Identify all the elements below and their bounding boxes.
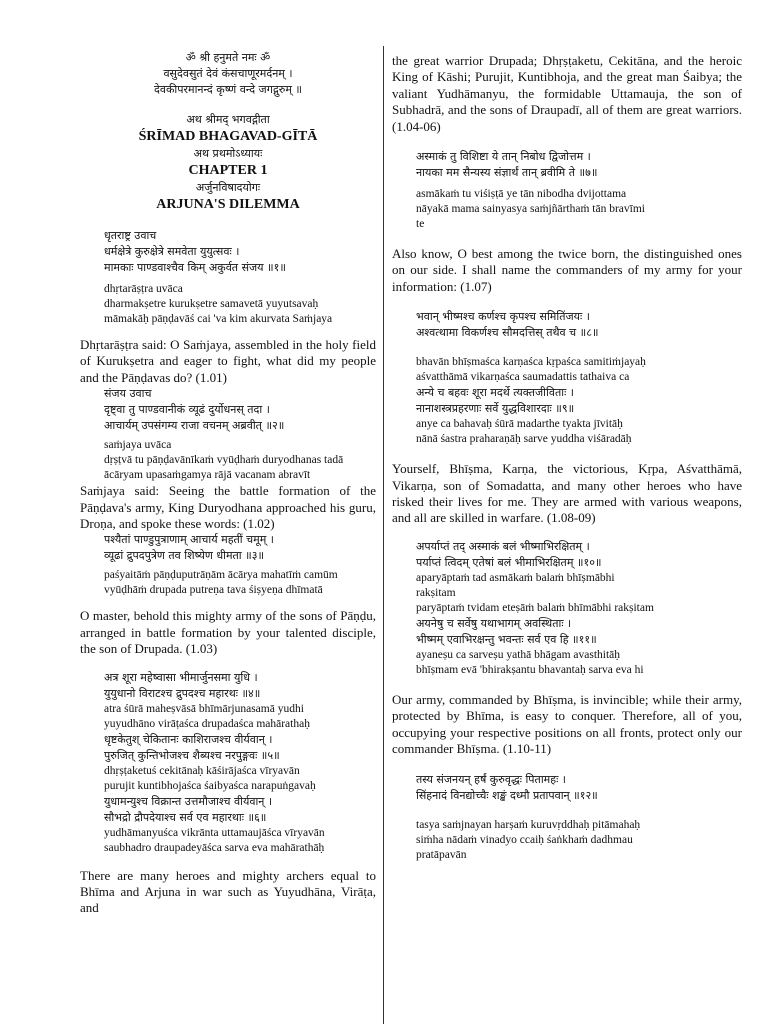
transliteration-line: paśyaitāṁ pāṇḍuputrāṇām ācārya mahatīṁ camūm (104, 569, 338, 582)
left-column (80, 0, 376, 917)
transliteration-line: paryāptaṁ tvidam eteṣāṁ balaṁ bhīmābhi rakṣitam (416, 601, 654, 614)
transliteration-line: aśvatthāmā vikarṇaśca saumadattis tathaiva ca (416, 371, 630, 384)
verse-12-sanskrit (392, 772, 742, 863)
transliteration-line: rakṣitam (416, 586, 456, 599)
verses-8-9-translation: Yourself, Bhīṣma, Karṇa, the victorious, Kṛpa, Aśvatthāmā, Vikarṇa, son of Somadatta, and many other heroes who have risked their lives for me. They are armed with various weapons, and all are skilled in warfare. (1.08-09) (392, 461, 742, 526)
atha-line: अथ श्रीमद् भगवद्गीता (186, 113, 270, 126)
book-title: ŚRĪMAD BHAGAVAD-GĪTĀ (138, 129, 318, 144)
chapter-devanagari: अथ प्रथमोऽध्यायः (193, 147, 263, 160)
verse-7-translation: Also know, O best among the twice born, the distinguished ones on our side. I shall name the commanders of my army for your information: (1.07) (392, 246, 742, 294)
verse-2-sanskrit (80, 386, 376, 483)
verse-line: अपर्याप्तं तद् अस्माकं बलं भीष्माभिरक्षितम् । (416, 539, 590, 553)
verse-line: सौभद्रो द्रौपदेयाश्च सर्व एव महारथाः ॥६॥ (104, 810, 267, 824)
transliteration-line: bhīṣmam evā 'bhirakṣantu bhavantaḥ sarva eva hi (416, 663, 644, 676)
verses-4-6-translation-start: There are many heroes and mighty archers equal to Bhīma and Arjuna in war such as Yuyudhāna, Virāṭa, and (80, 867, 376, 916)
verse-3-translation: O master, behold this mighty army of the sons of Pāṇḍu, arranged in battle formation by your talented disciple, the son of Drupada. (1.03) (80, 608, 376, 657)
verse-1-sanskrit (80, 228, 376, 327)
opening-shloka-line-1: वसुदेवसुतं देवं कंसचाणूरमर्दनम् । (163, 67, 293, 80)
transliteration-line: māmakāḥ pāṇḍavāś cai 'va kim akurvata Saṁjaya (104, 313, 333, 325)
verse-7-sanskrit (392, 149, 742, 232)
invocation: ॐ श्री हनुमते नमः ॐ (185, 51, 271, 64)
transliteration-line: tasya saṁjnayan harṣaṁ kuruvṛddhaḥ pitāmahaḥ (416, 818, 641, 831)
verses-8-9-sanskrit (392, 309, 742, 447)
verse-line: सिंहनादं विनद्योच्चैः शङ्खं दध्मौ प्रतापवान् ॥१२॥ (416, 788, 598, 802)
verse-line: आचार्यम् उपसंगम्य राजा वचनम् अब्रवीत् ॥२॥ (104, 419, 285, 433)
verses-4-6-translation-cont: the great warrior Drupada; Dhṛṣṭaketu, Cekitāna, and the heroic King of Kāshi; Purujit, Kuntibhoja, and the great man Śaibya; the valiant Yudhāmanyu, the formidable Uttamauja, the son of Subhadrā, and the sons of Draupadī, all of them are great warriors. (1.04-06) (392, 53, 742, 134)
verse-2-translation: Saṁjaya said: Seeing the battle formation of the Pāṇḍava's army, King Duryodhana approached his guru, Droṇa, and spoke these words: (1.02) (80, 483, 376, 532)
column-divider (383, 46, 384, 1024)
verse-line: भवान् भीष्मश्च कर्णश्च कृपश्च समितिंजयः । (416, 310, 590, 324)
transliteration-line: nāyakā mama sainyasya saṁjñārthaṁ tān bravīmi (416, 203, 645, 216)
verse-line: नायका मम सैन्यस्य संज्ञार्थं तान् ब्रवीमि ते ॥७॥ (416, 166, 598, 180)
verse-line: मामकाः पाण्डवाश्चैव किम् अकुर्वत संजय ॥१॥ (104, 261, 286, 274)
verse-line: अन्ये च बहवः शूरा मदर्थे त्यक्तजीविताः । (416, 386, 574, 400)
transliteration-line: purujit kuntibhojaśca śaibyaśca narapuṅgavaḥ (104, 779, 316, 792)
transliteration-line: atra śūrā maheṣvāsā bhīmārjunasamā yudhi (104, 702, 304, 715)
verses-10-11-translation: Our army, commanded by Bhīṣma, is invincible; while their army, protected by Bhīma, is easy to conquer. Therefore, all of you, occupying your respective positions on all fronts, protect only our commander Bhīṣma. (1.10-11) (392, 691, 742, 757)
verse-line: अत्र शूरा महेष्वासा भीमार्जुनसमा युधि । (104, 670, 258, 684)
transliteration-line: te (416, 218, 425, 231)
verse-1-translation: Dhṛtarāṣṭra said: O Saṁjaya, assembled in the holy field of Kurukṣetra and eager to fight, what did my people and the Pāṇḍavas do? (1.01) (80, 337, 376, 385)
verse-line: तस्य संजनयन् हर्षं कुरुवृद्धः पितामहः । (416, 772, 566, 786)
chapter-title: CHAPTER 1 (188, 163, 268, 178)
transliteration-line: yuyudhāno virāṭaśca drupadaśca mahārathaḥ (104, 717, 310, 730)
transliteration-line: ayaneṣu ca sarveṣu yathā bhāgam avasthitāḥ (416, 648, 621, 661)
transliteration-line: dhṛṣṭaketuś cekitānaḥ kāśirājaśca vīryavān (104, 764, 300, 777)
verse-line: संजय उवाच (104, 387, 152, 401)
verses-4-6-sanskrit (80, 670, 376, 856)
subtitle-devanagari: अर्जुनविषादयोगः (195, 181, 261, 194)
transliteration-line: asmākaṁ tu viśiṣṭā ye tān nibodha dvijottama (416, 188, 627, 201)
verse-line: भीष्मम् एवाभिरक्षन्तु भवन्तः सर्व एव हि ॥११॥ (416, 632, 597, 646)
verse-line: अश्वत्थामा विकर्णश्च सौमदत्तिस् तथैव च ॥८॥ (416, 326, 599, 340)
transliteration-line: vyūḍhāṁ drupada putreṇa tava śiṣyeṇa dhīmatā (104, 584, 323, 597)
verse-line: नानाशस्त्रप्रहरणाः सर्वे युद्धविशारदाः ॥९॥ (416, 402, 575, 416)
verse-line: पश्यैतां पाण्डुपुत्राणाम् आचार्य महतीं चमूम् । (104, 533, 274, 547)
verse-line: व्यूढां द्रुपदपुत्रेण तव शिष्येण धीमता ॥३॥ (104, 549, 265, 563)
transliteration-line: aparyāptaṁ tad asmākaṁ balaṁ bhīṣmābhi (416, 571, 615, 584)
verse-line: पर्याप्तं त्विदम् एतेषां बलं भीमाभिरक्षितम् ॥१०॥ (416, 555, 602, 569)
transliteration-line: dhṛtarāṣṭra uvāca (104, 283, 183, 295)
verse-line: धृष्टकेतुश् चेकितानः काशिराजश्च वीर्यवान् । (104, 732, 273, 746)
verse-line: युयुधानो विराटश्च द्रुपदश्च महारथः ॥४॥ (104, 686, 261, 700)
transliteration-line: yudhāmanyuśca vikrānta uttamaujāśca vīryavān (104, 826, 325, 839)
verse-line: पुरुजित् कुन्तिभोजश्च शैब्यश्च नरपुङ्गवः ॥५॥ (104, 748, 280, 762)
transliteration-line: dharmakṣetre kurukṣetre samavetā yuyutsavaḥ (104, 298, 319, 310)
verse-line: दृष्ट्वा तु पाण्डवानीकं व्यूढं दुर्योधनस् तदा । (104, 403, 270, 417)
transliteration-line: siṁha nādaṁ vinadyo ccaiḥ śaṅkhaṁ dadhmau (416, 833, 633, 846)
transliteration-line: dṛṣṭvā tu pāṇḍavānīkaṁ vyūḍhaṁ duryodhanas tadā (104, 454, 344, 467)
transliteration-line: bhavān bhīṣmaśca karṇaśca kṛpaśca samitiṁjayaḥ (416, 356, 646, 369)
verse-line: धर्मक्षेत्रे कुरुक्षेत्रे समवेता युयुत्सवः । (104, 245, 240, 258)
transliteration-line: anye ca bahavaḥ śūrā madarthe tyakta jīvitāḥ (416, 418, 623, 431)
transliteration-line: ācāryam upasaṁgamya rājā vacanam abravīt (104, 469, 311, 482)
verse-line: अस्माकं तु विशिष्टा ये तान् निबोध द्विजोत्तम । (416, 150, 591, 164)
right-column (392, 0, 742, 863)
transliteration-line: saṁjaya uvāca (104, 439, 172, 452)
verse-line: युधामन्युश्च विक्रान्त उत्तमौजाश्च वीर्यवान् । (104, 794, 273, 808)
verse-line: धृतराष्ट्र उवाच (104, 229, 157, 242)
transliteration-line: pratāpavān (416, 848, 467, 861)
transliteration-line: nānā śastra praharaṇāḥ sarve yuddha viśāradāḥ (416, 433, 632, 446)
transliteration-line: saubhadro draupadeyāśca sarva eva mahārathāḥ (104, 841, 325, 854)
verse-line: अयनेषु च सर्वेषु यथाभागम् अवस्थिताः । (416, 616, 572, 630)
chapter-subtitle: ARJUNA'S DILEMMA (156, 197, 300, 212)
verses-10-11-sanskrit (392, 539, 742, 678)
opening-shloka-line-2: देवकीपरमानन्दं कृष्णं वन्दे जगद्गुरुम् ॥ (153, 83, 303, 96)
verse-3-sanskrit (80, 532, 376, 598)
